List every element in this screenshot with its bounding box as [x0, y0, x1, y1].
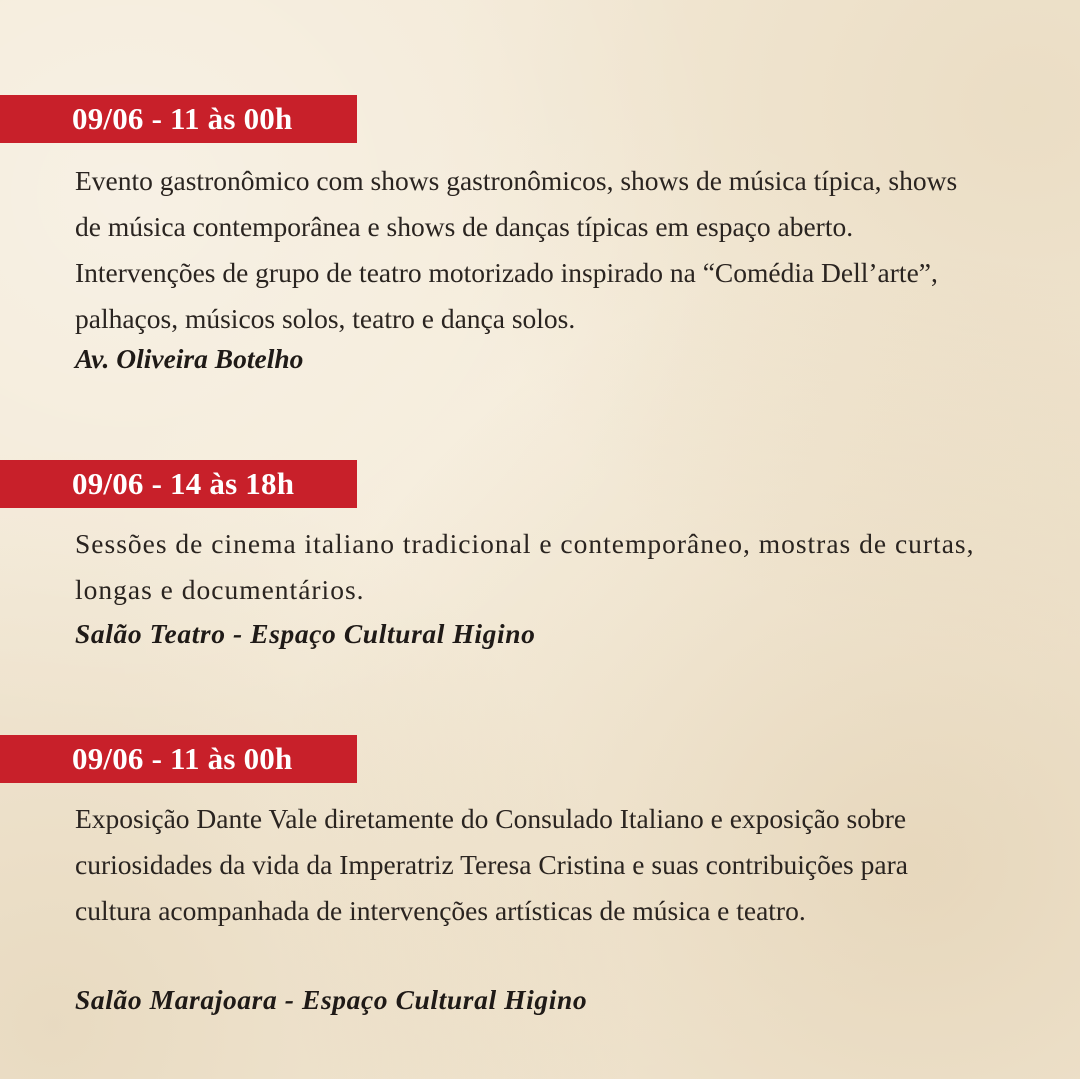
- event-date-banner: 09/06 - 14 às 18h: [0, 460, 357, 508]
- event-date-banner: 09/06 - 11 às 00h: [0, 95, 357, 143]
- event-description: Exposição Dante Vale diretamente do Consulado Italiano e exposição sobre curiosidades da vida da Imperatriz Teresa Cristina e suas contribuições para cultura acompanhada de intervenções artísticas de música e teatro.: [75, 803, 908, 926]
- event-description: Evento gastronômico com shows gastronômicos, shows de música típica, shows de música contemporânea e shows de danças típicas em espaço aberto. Intervenções de grupo de teatro motorizado inspirado na “Comédia Dell’arte”, palhaços, músicos solos, teatro e dança solos.: [75, 165, 958, 334]
- event-date-banner: 09/06 - 11 às 00h: [0, 735, 357, 783]
- event-venue: Av. Oliveira Botelho: [75, 343, 304, 374]
- event-description: Sessões de cinema italiano tradicional e contemporâneo, mostras de curtas, longas e documentários.: [75, 528, 975, 605]
- event-venue: Salão Marajoara - Espaço Cultural Higino: [75, 984, 588, 1015]
- event-venue: Salão Teatro - Espaço Cultural Higino: [75, 618, 536, 649]
